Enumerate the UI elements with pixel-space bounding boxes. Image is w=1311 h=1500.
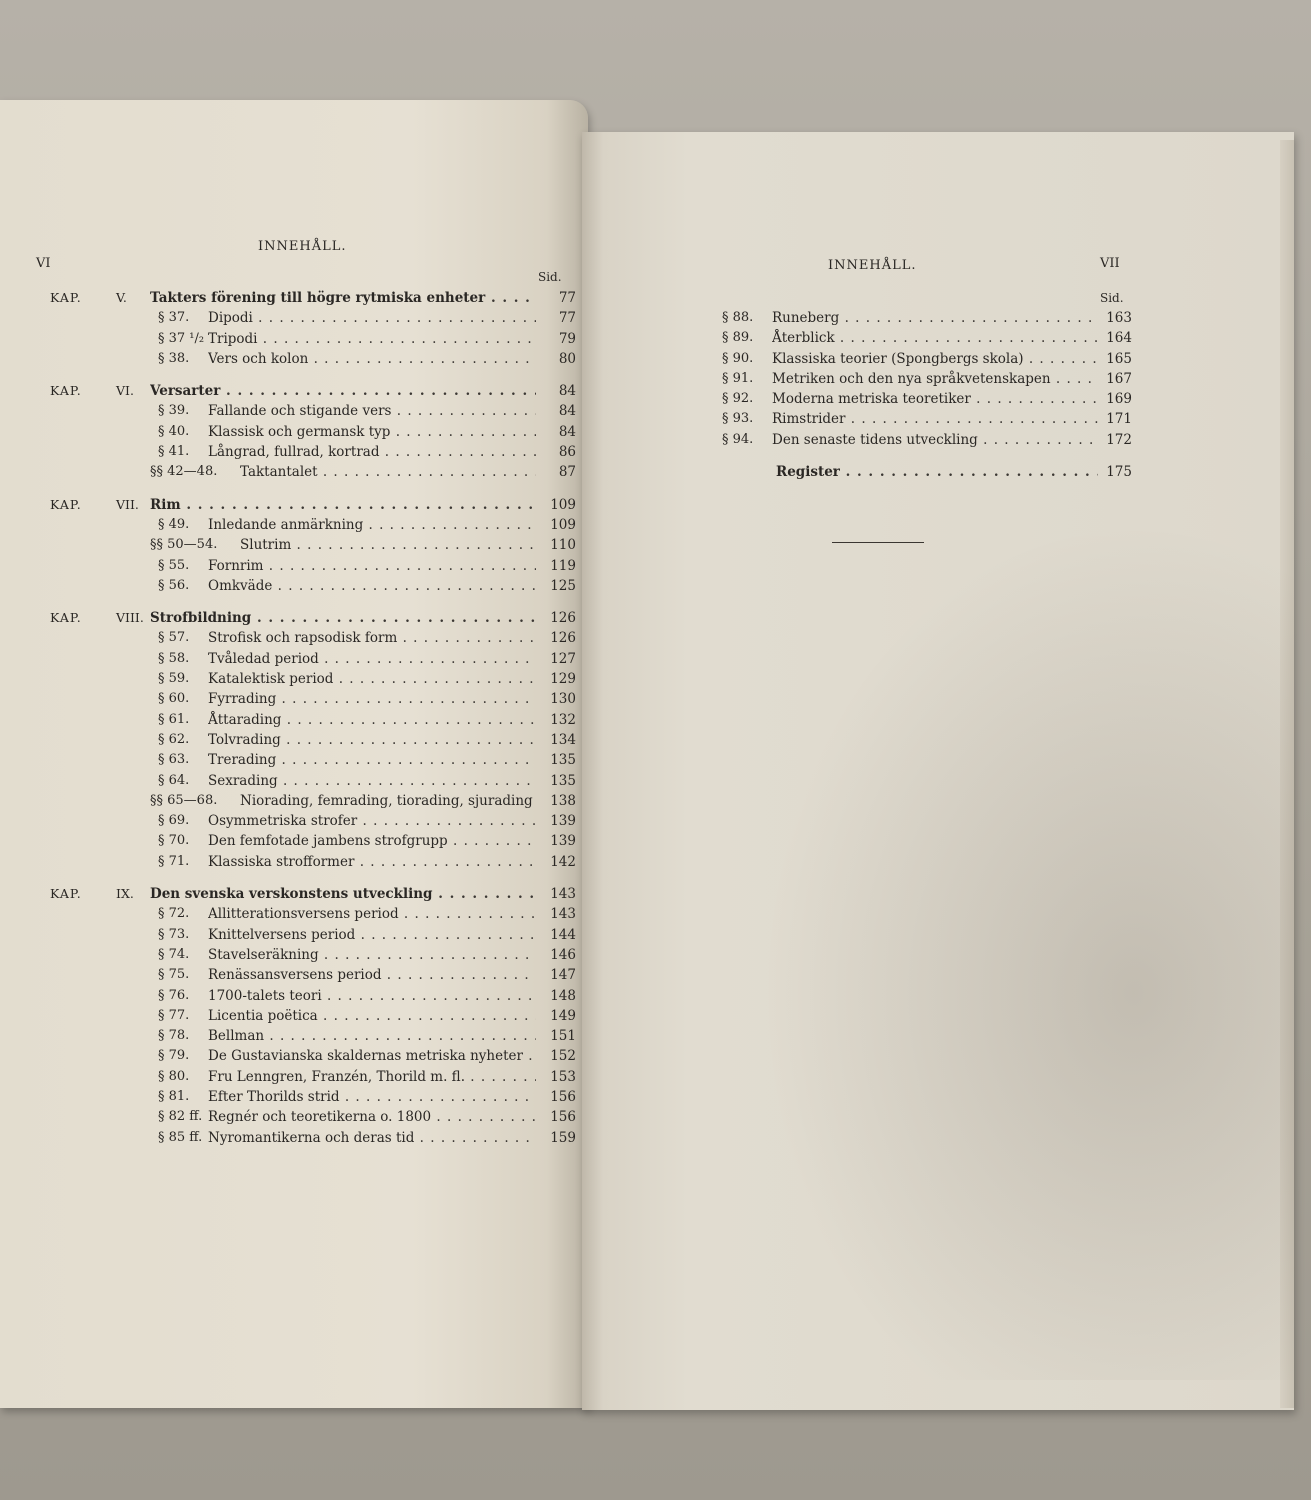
section-number: § 81. <box>158 1088 190 1104</box>
page-ref: 84 <box>558 383 576 400</box>
page-ref: 84 <box>558 423 576 440</box>
page-number: VII <box>1100 256 1120 271</box>
right-toc <box>722 308 1132 482</box>
section-number: § 90. <box>722 350 754 366</box>
chapter-numeral: VI. <box>116 383 134 399</box>
section-number: § 85 ff. <box>158 1129 203 1145</box>
chapter-numeral: VII. <box>116 496 139 512</box>
chapter-numeral: V. <box>116 290 127 305</box>
chapter-title: Versarter . . . <box>150 381 536 401</box>
section-divider <box>832 542 924 543</box>
page-ref: 139 <box>550 813 576 830</box>
section-number: § 70. <box>158 833 190 849</box>
chapter-row <box>50 288 576 308</box>
page-ref: 163 <box>1106 310 1132 326</box>
section-number: § 82 ff. <box>158 1109 203 1125</box>
page-ref: 153 <box>550 1068 576 1085</box>
section-number: § 38. <box>158 350 190 366</box>
section-title: Licentia poëtica . . . <box>208 1006 536 1026</box>
section-number: § 78. <box>158 1028 190 1044</box>
section-title: Trerading . . . <box>208 750 536 770</box>
chapter-row <box>50 495 576 515</box>
page-ref: 126 <box>550 610 576 627</box>
section-row <box>50 649 576 669</box>
section-number: § 57. <box>158 630 190 646</box>
page-ref: 139 <box>550 833 576 850</box>
section-title: Den femfotade jambens strofgrupp . . . <box>208 831 536 851</box>
chapter-title: Strofbildning . . . <box>150 608 536 628</box>
section-row <box>50 308 576 328</box>
chapter-label: KAP. <box>50 496 82 512</box>
section-row <box>50 689 576 709</box>
page-ref: 129 <box>550 671 576 688</box>
page-ref: 77 <box>558 310 576 327</box>
section-number: § 73. <box>158 926 190 942</box>
left-page <box>0 100 588 1408</box>
section-number: § 75. <box>158 967 190 983</box>
section-title: Sexrading . . . <box>208 771 536 791</box>
section-row <box>722 328 1132 348</box>
chapter-title: Den svenska verskonstens utveckling . . . <box>150 884 536 904</box>
section-row <box>50 462 576 482</box>
section-row <box>50 556 576 576</box>
section-row <box>50 730 576 750</box>
section-number: §§ 65—68. <box>150 792 218 808</box>
section-title: Niorading, femrading, tiorading, sjurading . . . <box>240 791 536 811</box>
section-row <box>50 904 576 924</box>
left-toc <box>50 288 576 1148</box>
page-ref: 110 <box>550 537 576 554</box>
chapter-row <box>50 381 576 401</box>
section-title: Stavelseräkning . . . <box>208 945 536 965</box>
section-title: Renässansversens period . . . <box>208 965 536 985</box>
section-row <box>722 430 1132 450</box>
section-title: Klassiska teorier (Spongbergs skola) . . . <box>772 349 1098 369</box>
section-title: Fallande och stigande vers . . . <box>208 401 536 421</box>
page-ref: 127 <box>550 650 576 667</box>
section-title: Dipodi . . . <box>208 308 536 328</box>
page-ref: 142 <box>550 853 576 870</box>
page-ref: 135 <box>550 772 576 789</box>
section-title: Knittelversens period . . . <box>208 925 536 945</box>
sid-label: Sid. <box>1100 291 1124 305</box>
section-row <box>50 852 576 872</box>
page-ref: 151 <box>550 1028 576 1045</box>
section-row <box>50 831 576 851</box>
section-row <box>50 1006 576 1026</box>
section-row <box>50 1087 576 1107</box>
section-row <box>50 442 576 462</box>
section-title: Runeberg . . . <box>772 308 1098 328</box>
page-ref: 156 <box>550 1088 576 1105</box>
section-number: § 89. <box>722 330 754 346</box>
section-number: § 80. <box>158 1068 190 1084</box>
section-title: Återblick . . . <box>772 328 1098 348</box>
section-title: Katalektisk period . . . <box>208 669 536 689</box>
section-number: § 49. <box>158 516 190 532</box>
chapter-label: KAP. <box>50 886 82 902</box>
page-ref: 84 <box>558 403 576 420</box>
section-row <box>50 349 576 369</box>
page-ref: 119 <box>550 557 576 574</box>
section-row <box>50 669 576 689</box>
page-ref: 156 <box>550 1109 576 1126</box>
page-ref: 134 <box>550 731 576 748</box>
section-title: Tolvrading . . . <box>208 730 536 750</box>
section-row <box>50 986 576 1006</box>
section-title: Klassisk och germansk typ . . . <box>208 422 536 442</box>
section-title: Fornrim . . . <box>208 556 536 576</box>
spacer <box>50 369 576 381</box>
page-ref: 132 <box>550 711 576 728</box>
page-ref: 171 <box>1106 411 1132 428</box>
section-row <box>50 1067 576 1087</box>
section-row <box>50 791 576 811</box>
chapter-label: KAP. <box>50 290 82 305</box>
section-title: 1700-talets teori . . . <box>208 986 536 1006</box>
section-row <box>50 710 576 730</box>
section-number: § 74. <box>158 946 190 962</box>
register-row <box>722 462 1132 482</box>
section-number: § 94. <box>722 431 754 447</box>
section-row <box>722 349 1132 369</box>
section-number: § 93. <box>722 411 754 427</box>
page-ref: 159 <box>550 1129 576 1146</box>
section-row <box>50 329 576 349</box>
section-number: §§ 50—54. <box>150 537 218 553</box>
section-title: Omkväde . . . <box>208 576 536 596</box>
page-ref: 80 <box>558 350 576 367</box>
page-ref: 148 <box>550 987 576 1004</box>
section-number: § 62. <box>158 731 190 747</box>
section-title: Vers och kolon . . . <box>208 349 536 369</box>
section-title: Klassiska strofformer . . . <box>208 852 536 872</box>
chapter-label: KAP. <box>50 383 82 399</box>
section-title: De Gustavianska skaldernas metriska nyheter . . . <box>208 1046 536 1066</box>
section-title: Bellman . . . <box>208 1026 536 1046</box>
page-ref: 109 <box>550 516 576 533</box>
section-number: § 61. <box>158 711 190 727</box>
page-number: VI <box>36 256 51 271</box>
chapter-title: Rim . . . <box>150 495 536 515</box>
page-ref: 126 <box>550 630 576 647</box>
page-ref: 109 <box>550 496 576 513</box>
section-title: Tvåledad period . . . <box>208 649 536 669</box>
section-title: Taktantalet . . . <box>240 462 536 482</box>
page-ref: 77 <box>558 290 576 306</box>
page-ref: 164 <box>1106 330 1132 347</box>
section-number: § 76. <box>158 987 190 1003</box>
section-row <box>50 576 576 596</box>
section-number: § 79. <box>158 1048 190 1064</box>
section-row <box>50 925 576 945</box>
page-ref: 87 <box>558 464 576 481</box>
section-number: § 59. <box>158 671 190 687</box>
spacer <box>50 483 576 495</box>
chapter-numeral: VIII. <box>116 610 144 626</box>
section-number: § 77. <box>158 1007 190 1023</box>
section-number: § 69. <box>158 813 190 829</box>
page-ref: 175 <box>1106 464 1132 481</box>
section-row <box>50 628 576 648</box>
page-ref: 143 <box>550 886 576 903</box>
section-title: Den senaste tidens utveckling . . . <box>772 430 1098 450</box>
section-number: § 60. <box>158 691 190 707</box>
page-ref: 152 <box>550 1048 576 1065</box>
chapter-label: KAP. <box>50 610 82 626</box>
chapter-row <box>50 608 576 628</box>
section-row <box>50 1026 576 1046</box>
section-number: § 91. <box>722 370 754 386</box>
section-number: § 37 ¹/₂ <box>158 330 205 346</box>
chapter-row <box>50 884 576 904</box>
section-number: § 71. <box>158 853 190 869</box>
section-number: § 37. <box>158 310 190 326</box>
page-ref: 86 <box>558 444 576 461</box>
page-ref: 147 <box>550 967 576 984</box>
section-row <box>50 945 576 965</box>
section-title: Åttarading . . . <box>208 710 536 730</box>
section-row <box>50 771 576 791</box>
section-number: § 58. <box>158 650 190 666</box>
spacer <box>50 596 576 608</box>
sid-label: Sid. <box>538 270 562 284</box>
section-title: Efter Thorilds strid . . . <box>208 1087 536 1107</box>
section-title: Metriken och den nya språkvetenskapen . . . <box>772 369 1098 389</box>
page-ref: 125 <box>550 577 576 594</box>
section-number: § 88. <box>722 310 754 325</box>
section-title: Osymmetriska strofer . . . <box>208 811 536 831</box>
section-title: Slutrim . . . <box>240 535 536 555</box>
section-title: Allitterationsversens period . . . <box>208 904 536 924</box>
page-ref: 144 <box>550 926 576 943</box>
section-title: Långrad, fullrad, kortrad . . . <box>208 442 536 462</box>
section-row <box>50 965 576 985</box>
section-row <box>50 535 576 555</box>
section-title: Fru Lenngren, Franzén, Thorild m. fl. . . . <box>208 1067 536 1087</box>
page-ref: 146 <box>550 946 576 963</box>
section-title: Inledande anmärkning . . . <box>208 515 536 535</box>
section-row <box>50 422 576 442</box>
running-head: INNEHÅLL. <box>828 258 917 273</box>
section-row <box>722 409 1132 429</box>
section-row <box>722 389 1132 409</box>
section-title: Nyromantikerna och deras tid . . . <box>208 1128 536 1148</box>
chapter-title: Takters förening till högre rytmiska enheter . . . <box>150 288 536 308</box>
running-head: INNEHÅLL. <box>258 239 347 254</box>
section-title: Regnér och teoretikerna o. 1800 . . . <box>208 1107 536 1127</box>
section-number: §§ 42—48. <box>150 464 218 480</box>
section-title: Rimstrider . . . <box>772 409 1098 429</box>
section-number: § 41. <box>158 444 190 460</box>
register-title: Register . . . <box>776 462 1098 482</box>
section-number: § 40. <box>158 423 190 439</box>
chapter-numeral: IX. <box>116 886 134 902</box>
section-number: § 72. <box>158 906 190 922</box>
section-row <box>50 401 576 421</box>
section-row <box>50 515 576 535</box>
section-row <box>50 811 576 831</box>
page-ref: 143 <box>550 906 576 923</box>
section-row <box>50 1046 576 1066</box>
spacer <box>50 872 576 884</box>
section-row <box>722 308 1132 328</box>
page-ref: 172 <box>1106 431 1132 448</box>
section-title: Strofisk och rapsodisk form . . . <box>208 628 536 648</box>
section-title: Moderna metriska teoretiker . . . <box>772 389 1098 409</box>
page-ref: 135 <box>550 752 576 769</box>
page-ref: 130 <box>550 691 576 708</box>
section-number: § 55. <box>158 557 190 573</box>
shadow <box>760 520 1294 1380</box>
spacer <box>722 450 1132 462</box>
page-ref: 167 <box>1106 370 1132 387</box>
section-number: § 64. <box>158 772 190 788</box>
page-ref: 149 <box>550 1007 576 1024</box>
section-number: § 63. <box>158 752 190 768</box>
page-ref: 169 <box>1106 391 1132 408</box>
section-row <box>50 1128 576 1148</box>
page-ref: 138 <box>550 792 576 809</box>
section-number: § 39. <box>158 403 190 419</box>
section-title: Fyrrading . . . <box>208 689 536 709</box>
section-row <box>50 1107 576 1127</box>
page-ref: 165 <box>1106 350 1132 367</box>
section-title: Tripodi . . . <box>208 329 536 349</box>
section-row <box>50 750 576 770</box>
section-number: § 92. <box>722 391 754 407</box>
page-ref: 79 <box>558 330 576 347</box>
section-number: § 56. <box>158 577 190 593</box>
section-row <box>722 369 1132 389</box>
